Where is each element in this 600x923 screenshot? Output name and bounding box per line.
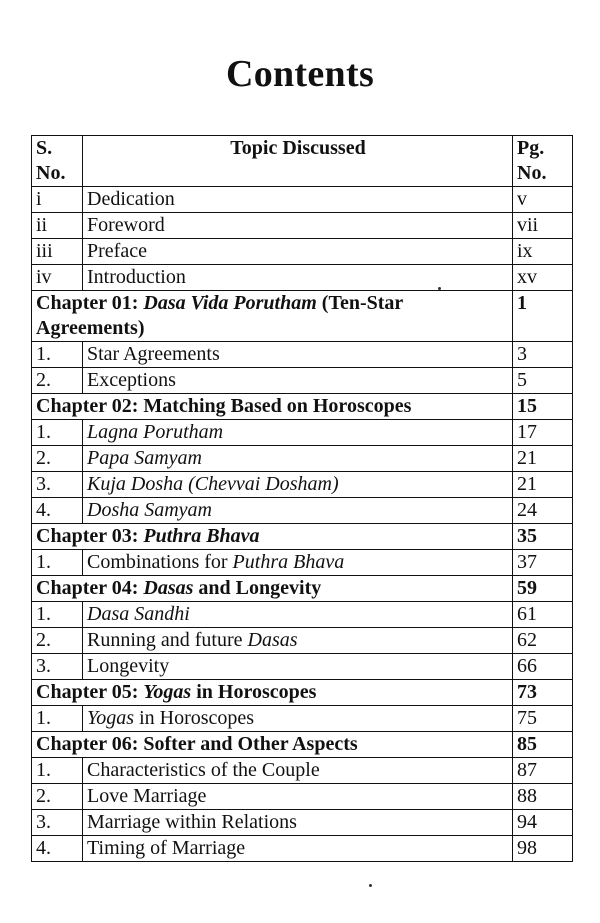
topic-cell xyxy=(83,472,513,498)
serial-number: 4. xyxy=(32,498,83,524)
chapter-title-part: Puthra Bhava xyxy=(143,525,260,547)
page-number: vii xyxy=(513,213,573,239)
topic-text: Lagna Porutham xyxy=(87,421,224,443)
page-number: 17 xyxy=(513,420,573,446)
table-row xyxy=(32,602,573,628)
table-row xyxy=(32,628,573,654)
topic-cell xyxy=(83,550,513,576)
serial-number: 1. xyxy=(32,758,83,784)
chapter-row xyxy=(32,394,573,420)
chapter-title-part: Yogas xyxy=(143,681,192,703)
page-number: 59 xyxy=(513,576,573,602)
table-row xyxy=(32,654,573,680)
topic-text: Longevity xyxy=(87,655,170,677)
topic-cell xyxy=(83,368,513,394)
page-number: 94 xyxy=(513,810,573,836)
header-page-number: Pg. No. xyxy=(513,136,573,187)
page-number: 66 xyxy=(513,654,573,680)
serial-number: 1. xyxy=(32,420,83,446)
page-title: Contents xyxy=(225,53,375,95)
topic-text: Introduction xyxy=(87,266,186,288)
serial-number: ii xyxy=(32,213,83,239)
chapter-title xyxy=(32,680,513,706)
table-row xyxy=(32,368,573,394)
table-row xyxy=(32,342,573,368)
table-row xyxy=(32,758,573,784)
topic-text: Timing of Marriage xyxy=(87,837,246,859)
print-speck xyxy=(369,884,372,887)
page-number: 24 xyxy=(513,498,573,524)
page-number: 88 xyxy=(513,784,573,810)
topic-text: Star Agreements xyxy=(87,343,220,365)
page-number: 5 xyxy=(513,368,573,394)
table-row xyxy=(32,446,573,472)
topic-text: Running and future xyxy=(87,629,248,651)
serial-number: 4. xyxy=(32,836,83,862)
serial-number: iii xyxy=(32,239,83,265)
table-row xyxy=(32,810,573,836)
topic-text: Dasas xyxy=(247,629,298,651)
topic-text: Puthra Bhava xyxy=(232,551,345,573)
chapter-title xyxy=(32,732,513,758)
table-row xyxy=(32,265,573,291)
topic-cell xyxy=(83,265,513,291)
page-number: 62 xyxy=(513,628,573,654)
page-number: v xyxy=(513,187,573,213)
topic-cell xyxy=(83,810,513,836)
table-row xyxy=(32,472,573,498)
topic-cell xyxy=(83,498,513,524)
chapter-title-part: Dasas xyxy=(143,577,194,599)
chapter-title-part: Chapter 03: xyxy=(36,525,144,547)
topic-text: Love Marriage xyxy=(87,785,207,807)
serial-number: 3. xyxy=(32,654,83,680)
chapter-title xyxy=(32,291,513,342)
serial-number: 3. xyxy=(32,810,83,836)
topic-cell xyxy=(83,836,513,862)
topic-cell xyxy=(83,239,513,265)
topic-text: Marriage within Relations xyxy=(87,811,297,833)
topic-cell xyxy=(83,446,513,472)
topic-cell xyxy=(83,187,513,213)
chapter-title-part: Chapter 06: Softer and Other Aspects xyxy=(36,733,358,755)
serial-number: iv xyxy=(32,265,83,291)
chapter-title-part: Chapter 02: Matching Based on Horoscopes xyxy=(36,395,412,417)
chapter-row xyxy=(32,576,573,602)
topic-cell xyxy=(83,706,513,732)
page-number: 3 xyxy=(513,342,573,368)
table-row xyxy=(32,420,573,446)
header-topic: Topic Discussed xyxy=(83,136,513,187)
topic-cell xyxy=(83,213,513,239)
table-row xyxy=(32,498,573,524)
page-number: xv xyxy=(513,265,573,291)
contents-table xyxy=(31,135,573,862)
chapter-row xyxy=(32,291,573,342)
chapter-row xyxy=(32,680,573,706)
page-number: 1 xyxy=(513,291,573,342)
topic-cell xyxy=(83,654,513,680)
serial-number: i xyxy=(32,187,83,213)
serial-number: 2. xyxy=(32,784,83,810)
topic-text: Papa Samyam xyxy=(87,447,202,469)
topic-cell xyxy=(83,784,513,810)
page-number: 21 xyxy=(513,446,573,472)
table-row xyxy=(32,706,573,732)
chapter-title xyxy=(32,394,513,420)
contents-table-body xyxy=(32,187,573,862)
page-number: 21 xyxy=(513,472,573,498)
page-number: 87 xyxy=(513,758,573,784)
page-number: 73 xyxy=(513,680,573,706)
page-number: 75 xyxy=(513,706,573,732)
topic-text: Dosha Samyam xyxy=(87,499,212,521)
table-row xyxy=(32,550,573,576)
chapter-title xyxy=(32,576,513,602)
table-row xyxy=(32,836,573,862)
chapter-title-part: and Longevity xyxy=(193,577,322,599)
topic-text: in Horoscopes xyxy=(134,707,255,729)
table-row xyxy=(32,187,573,213)
topic-text: Yogas xyxy=(87,707,135,729)
table-header-row xyxy=(32,136,573,187)
serial-number: 3. xyxy=(32,472,83,498)
header-serial-number: S. No. xyxy=(32,136,83,187)
table-row xyxy=(32,239,573,265)
topic-text: Combinations for xyxy=(87,551,233,573)
topic-cell xyxy=(83,342,513,368)
page-number: 15 xyxy=(513,394,573,420)
serial-number: 1. xyxy=(32,706,83,732)
serial-number: 2. xyxy=(32,446,83,472)
serial-number: 2. xyxy=(32,368,83,394)
chapter-title-part: Dasa Vida Porutham xyxy=(143,292,317,314)
topic-text: Kuja Dosha (Chevvai Dosham) xyxy=(87,473,339,495)
print-speck xyxy=(438,287,441,290)
chapter-title-part: Chapter 04: xyxy=(36,577,144,599)
chapter-title-part: in Horoscopes xyxy=(191,681,317,703)
topic-cell xyxy=(83,758,513,784)
topic-text: Exceptions xyxy=(87,369,176,391)
chapter-title-part: Chapter 05: xyxy=(36,681,144,703)
table-row xyxy=(32,213,573,239)
page-number: ix xyxy=(513,239,573,265)
topic-text: Dedication xyxy=(87,188,175,210)
topic-text: Foreword xyxy=(87,214,165,236)
chapter-title xyxy=(32,524,513,550)
topic-cell xyxy=(83,602,513,628)
table-row xyxy=(32,784,573,810)
topic-text: Characteristics of the Couple xyxy=(87,759,320,781)
serial-number: 2. xyxy=(32,628,83,654)
topic-text: Dasa Sandhi xyxy=(87,603,190,625)
page-number: 85 xyxy=(513,732,573,758)
page-number: 35 xyxy=(513,524,573,550)
topic-cell xyxy=(83,628,513,654)
page-number: 98 xyxy=(513,836,573,862)
chapter-row xyxy=(32,524,573,550)
serial-number: 1. xyxy=(32,550,83,576)
chapter-row xyxy=(32,732,573,758)
page-number: 61 xyxy=(513,602,573,628)
serial-number: 1. xyxy=(32,342,83,368)
page-number: 37 xyxy=(513,550,573,576)
topic-text: Preface xyxy=(87,240,147,262)
chapter-title-part: Chapter 01: xyxy=(36,292,144,314)
topic-cell xyxy=(83,420,513,446)
chapter-title-part: (Ten-Star Agreements) xyxy=(36,292,403,339)
serial-number: 1. xyxy=(32,602,83,628)
